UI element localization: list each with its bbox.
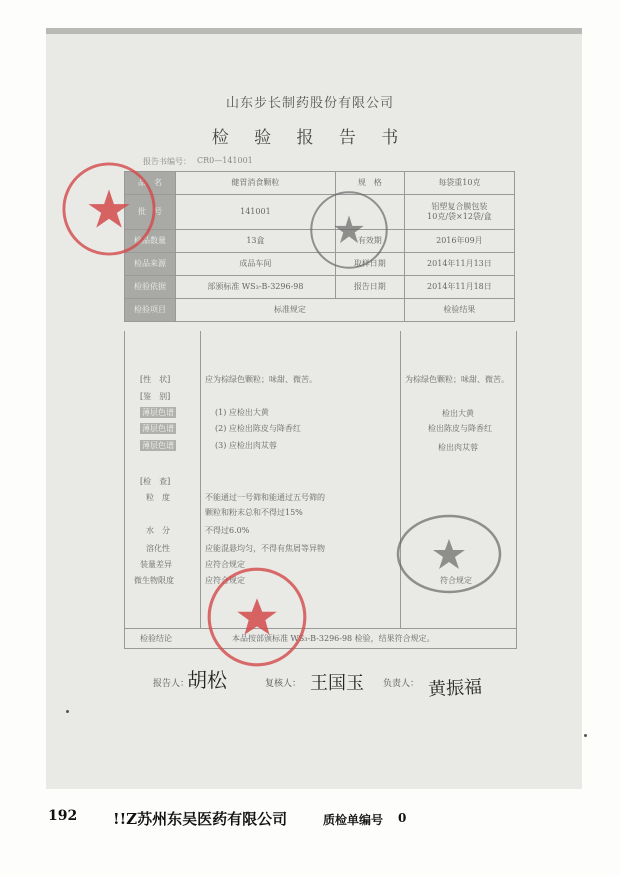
reviewer-signature: 王国玉 xyxy=(310,673,364,694)
report-date-value: 2014年11月18日 xyxy=(404,276,514,299)
package-line: 铝塑复合膜包装 xyxy=(431,202,488,211)
seal-graphic xyxy=(395,513,503,595)
reporter-signature: 胡松 xyxy=(187,668,227,692)
loading-name: 装量差异 xyxy=(140,560,172,569)
spec-label: 规 格 xyxy=(335,172,404,195)
granularity-name: 粒 度 xyxy=(146,493,170,502)
gray-inspection-seal xyxy=(308,189,390,271)
seal-graphic xyxy=(60,160,158,258)
form-number-label: 质检单编号 xyxy=(323,813,384,827)
test-result: 检出肉苁蓉 xyxy=(438,443,478,452)
character-standard: 应为棕绿色颗粒；味甜、微苦。 xyxy=(205,375,317,384)
source-value: 成品车间 xyxy=(176,253,336,276)
source-label: 检品来源 xyxy=(125,253,176,276)
check-label: [检 查] xyxy=(140,477,171,486)
conclusion-label: 检验结论 xyxy=(140,634,172,643)
solubility-name: 溶化性 xyxy=(146,544,170,553)
package-line: 10克/袋×12袋/盒 xyxy=(427,212,492,221)
spec-value: 每袋重10克 xyxy=(404,172,514,195)
report-no-label: 报告书编号： xyxy=(143,157,191,166)
quantity-label: 检品数量 xyxy=(125,230,176,253)
report-no: CR0—141001 xyxy=(197,156,253,165)
batch-value: 141001 xyxy=(176,195,336,230)
product-value: 健胃消食颗粒 xyxy=(176,172,336,195)
footer-company: !!Z苏州东吴医药有限公司 xyxy=(113,810,288,828)
manager-label: 负责人： xyxy=(383,679,420,689)
solubility-standard: 应能混悬均匀，不得有焦屑等异物 xyxy=(205,544,325,553)
microbe-result: 符合规定 xyxy=(440,576,472,585)
reviewer-label: 复核人： xyxy=(265,679,302,689)
identify-label: [鉴 别] xyxy=(140,392,171,401)
granularity-standard: 不能通过一号筛和能通过五号筛的 xyxy=(205,493,325,502)
test-result: 检出陈皮与降香红 xyxy=(428,424,492,433)
report-date-label: 报告日期 xyxy=(335,276,404,299)
result-column-header: 检验结果 xyxy=(404,299,514,322)
character-result: 为棕绿色颗粒；味甜、微苦。 xyxy=(405,375,509,384)
conclusion-text: 本品按部颁标准 WS₃-B-3296-98 检验，结果符合规定。 xyxy=(232,634,435,643)
loading-standard: 应符合规定 xyxy=(205,560,245,569)
basis-value: 部颁标准 WS₃-B-3296-98 xyxy=(176,276,336,299)
seal-graphic xyxy=(205,565,309,669)
sample-date-value: 2014年11月13日 xyxy=(404,253,514,276)
item-column-header: 检验项目 xyxy=(125,299,176,322)
table-row xyxy=(125,276,515,299)
sample-date-label: 取样日期 xyxy=(335,253,404,276)
scan-speck xyxy=(584,734,587,737)
granularity-standard: 颗粒和粉末总和不得过15% xyxy=(205,508,303,517)
test-name: 薄层色谱 xyxy=(142,424,174,433)
microbe-name: 微生物限度 xyxy=(134,576,174,585)
basis-label: 检验依据 xyxy=(125,276,176,299)
scan-speck xyxy=(66,710,69,713)
test-standard: (3) 应检出肉苁蓉 xyxy=(215,441,277,450)
moisture-name: 水 分 xyxy=(146,526,170,535)
red-distributor-seal xyxy=(205,565,309,669)
test-name: 薄层色谱 xyxy=(142,408,174,417)
quantity-value: 13盒 xyxy=(176,230,336,253)
package-value xyxy=(404,195,514,230)
page-number: 192 xyxy=(48,808,78,824)
batch-label: 批 号 xyxy=(125,195,176,230)
standard-column-header: 标准规定 xyxy=(176,299,405,322)
test-name: 薄层色谱 xyxy=(142,441,174,450)
expiry-value: 2016年09月 xyxy=(404,230,514,253)
report-title: 检 验 报 告 书 xyxy=(211,128,409,148)
test-result: 检出大黄 xyxy=(442,409,474,418)
scan-shadow xyxy=(46,28,582,34)
red-company-seal xyxy=(60,160,158,258)
character-label: [性 状] xyxy=(140,375,171,384)
table-header-row xyxy=(125,299,515,322)
microbe-standard: 应符合规定 xyxy=(205,576,245,585)
expiry-label: 有效期 xyxy=(335,230,404,253)
seal-graphic xyxy=(308,189,390,271)
test-standard: (1) 应检出大黄 xyxy=(215,408,269,417)
reporter-label: 报告人： xyxy=(153,679,190,689)
test-standard: (2) 应检出陈皮与降香红 xyxy=(215,424,301,433)
product-label: 品 名 xyxy=(125,172,176,195)
form-number: 0 xyxy=(398,811,407,825)
gray-qc-seal xyxy=(395,513,503,595)
company-title: 山东步长制药股份有限公司 xyxy=(225,96,394,111)
manager-signature: 黄振福 xyxy=(427,676,483,701)
column-divider xyxy=(200,331,201,628)
moisture-standard: 不得过6.0% xyxy=(205,526,250,535)
